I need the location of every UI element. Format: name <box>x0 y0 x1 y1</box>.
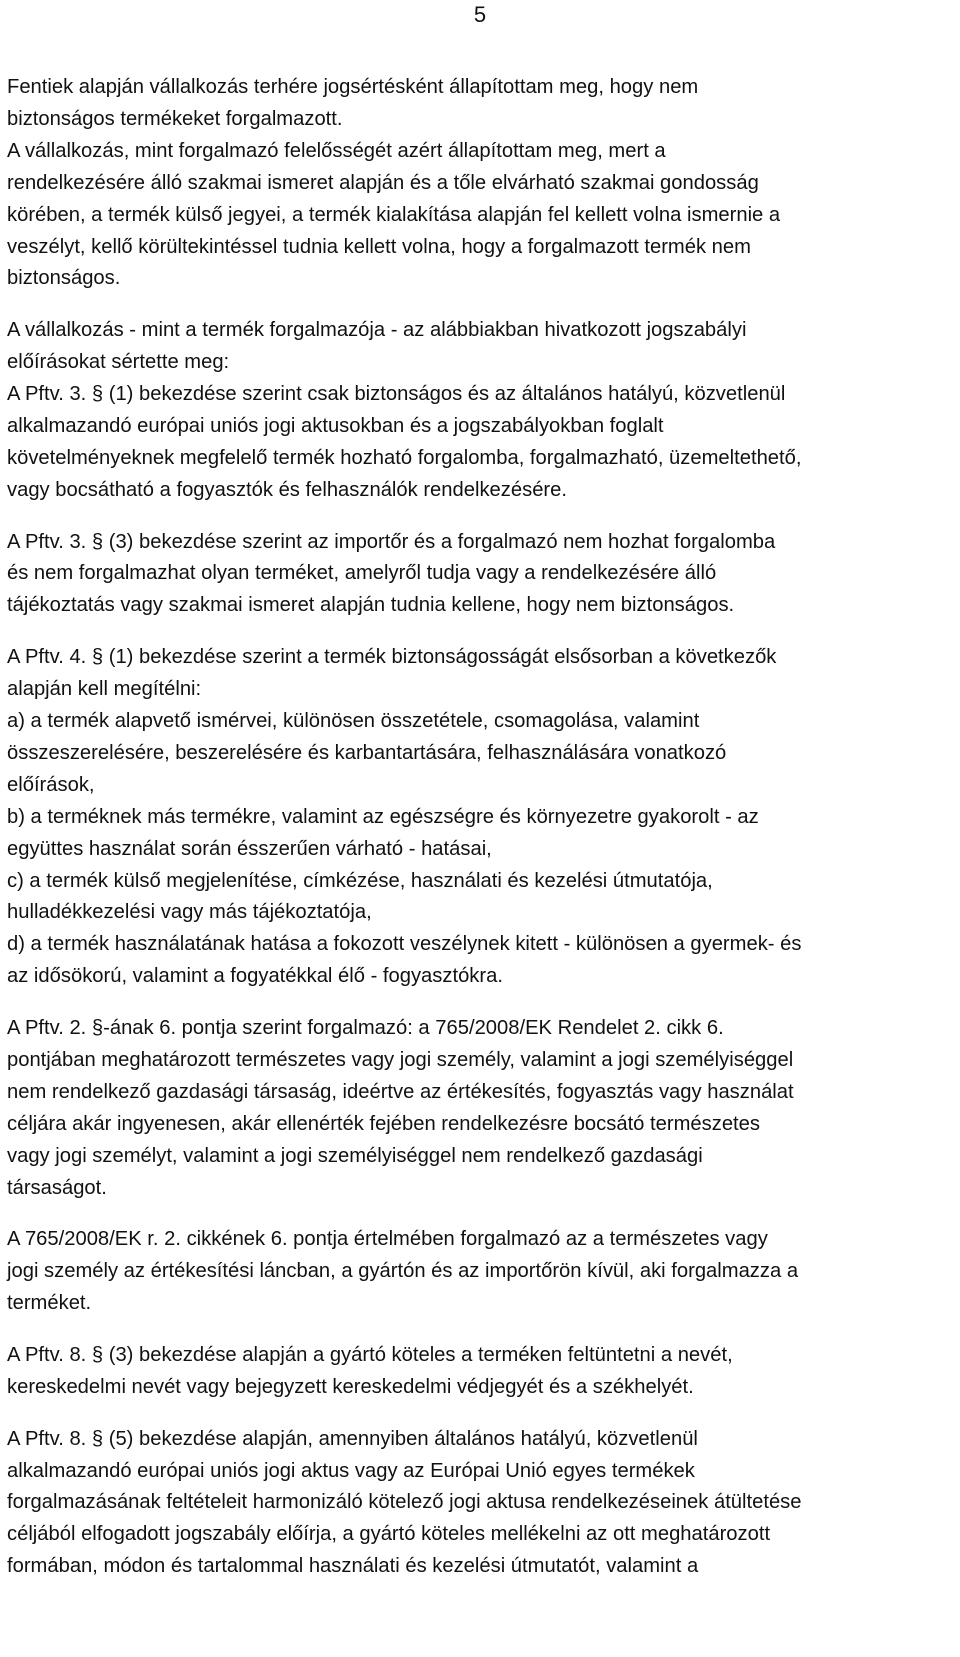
text-line: és nem forgalmazhat olyan terméket, amelyről tudja vagy a rendelkezésére álló <box>7 562 717 585</box>
paragraph <box>7 527 952 623</box>
paragraph <box>7 1340 952 1404</box>
text-line: A Pftv. 8. § (3) bekezdése alapján a gyártó köteles a terméken feltüntetni a nevét, <box>7 1343 733 1366</box>
text-line: előírások, <box>7 773 95 796</box>
text-line: vagy jogi személyt, valamint a jogi személyiséggel nem rendelkező gazdasági <box>7 1144 703 1167</box>
text-line: A Pftv. 3. § (3) bekezdése szerint az importőr és a forgalmazó nem hozhat forgalomba <box>7 530 776 553</box>
text-line: Fentiek alapján vállalkozás terhére jogsértésként állapítottam meg, hogy nem <box>7 76 699 98</box>
text-line: alkalmazandó európai uniós jogi aktus vagy az Európai Unió egyes termékek <box>7 1459 695 1482</box>
text-line: biztonságos. <box>7 267 121 290</box>
text-line: céljából elfogadott jogszabály előírja, a gyártó köteles mellékelni az ott meghatározott <box>7 1523 771 1546</box>
text-line: biztonságos termékeket forgalmazott. <box>7 107 343 130</box>
text-line: alapján kell megítélni: <box>7 678 202 701</box>
text-line: hulladékkezelési vagy más tájékoztatója, <box>7 901 372 924</box>
paragraph <box>7 1224 952 1320</box>
text-line: céljára akár ingyenesen, akár ellenérték fejében rendelkezésre bocsátó természetes <box>7 1112 760 1135</box>
text-line: vagy bocsátható a fogyasztók és felhasználók rendelkezésére. <box>7 478 567 501</box>
text-line: kereskedelmi nevét vagy bejegyzett kereskedelmi védjegyét és a székhelyét. <box>7 1375 694 1398</box>
text-line: előírásokat sértette meg: <box>7 351 230 374</box>
text-line: b) a terméknek más termékre, valamint az egészségre és környezetre gyakorolt - az <box>7 805 759 828</box>
text-line: jogi személy az értékesítési láncban, a gyártón és az importőrön kívül, aki forgalmazza a <box>7 1260 799 1283</box>
text-line: a) a termék alapvető ismérvei, különösen összetétele, csomagolása, valamint <box>7 709 700 732</box>
paragraph <box>7 1013 952 1204</box>
text-line: veszélyt, kellő körültekintéssel tudnia kellett volna, hogy a forgalmazott termék nem <box>7 235 751 258</box>
text-line: d) a termék használatának hatása a fokozott veszélynek kitett - különösen a gyermek- és <box>7 933 802 956</box>
text-line: alkalmazandó európai uniós jogi aktusokban és a jogszabályokban foglalt <box>7 414 664 437</box>
text-line: körében, a termék külső jegyei, a termék kialakítása alapján fel kellett volna ismernie a <box>7 203 781 226</box>
text-line: terméket. <box>7 1292 92 1315</box>
text-line: összeszerelésére, beszerelésére és karbantartására, felhasználására vonatkozó <box>7 741 727 764</box>
text-line: pontjában meghatározott természetes vagy jogi személy, valamint a jogi személyiséggel <box>7 1048 794 1071</box>
paragraph <box>7 72 952 295</box>
page-number: 5 <box>473 2 487 27</box>
text-line: formában, módon és tartalommal használati és kezelési útmutatót, valamint a <box>7 1555 699 1578</box>
text-line: követelményeknek megfelelő termék hozható forgalomba, forgalmazható, üzemeltethető, <box>7 446 802 469</box>
text-line: rendelkezésére álló szakmai ismeret alapján és a tőle elvárható szakmai gondosság <box>7 171 759 194</box>
text-line: társaságot. <box>7 1176 107 1199</box>
text-line: A Pftv. 2. §-ának 6. pontja szerint forgalmazó: a 765/2008/EK Rendelet 2. cikk 6. <box>7 1017 724 1040</box>
text-line: együttes használat során ésszerűen várható - hatásai, <box>7 837 492 860</box>
text-line: A vállalkozás - mint a termék forgalmazója - az alábbiakban hivatkozott jogszabályi <box>7 319 747 342</box>
text-line: forgalmazásának feltételeit harmonizáló kötelező jogi aktusa rendelkezéseinek átültetése <box>7 1491 802 1514</box>
text-line: A Pftv. 3. § (1) bekezdése szerint csak biztonságos és az általános hatályú, közvetlenül <box>7 383 786 406</box>
text-line: c) a termék külső megjelenítése, címkézése, használati és kezelési útmutatója, <box>7 869 713 892</box>
paragraph <box>7 642 952 993</box>
text-line: A Pftv. 8. § (5) bekezdése alapján, amennyiben általános hatályú, közvetlenül <box>7 1427 698 1450</box>
text-line: A 765/2008/EK r. 2. cikkének 6. pontja értelmében forgalmazó az a természetes vagy <box>7 1228 768 1251</box>
document-body <box>7 72 952 1603</box>
text-line: nem rendelkező gazdasági társaság, ideértve az értékesítés, fogyasztás vagy használat <box>7 1080 794 1103</box>
text-line: tájékoztatás vagy szakmai ismeret alapján tudnia kellene, hogy nem biztonságos. <box>7 594 735 617</box>
text-line: A vállalkozás, mint forgalmazó felelősségét azért állapítottam meg, mert a <box>7 139 666 162</box>
text-line: az idősökorú, valamint a fogyatékkal élő - fogyasztókra. <box>7 965 503 988</box>
paragraph <box>7 1424 952 1584</box>
paragraph <box>7 315 952 506</box>
text-line: A Pftv. 4. § (1) bekezdése szerint a termék biztonságosságát elsősorban a következők <box>7 646 777 669</box>
